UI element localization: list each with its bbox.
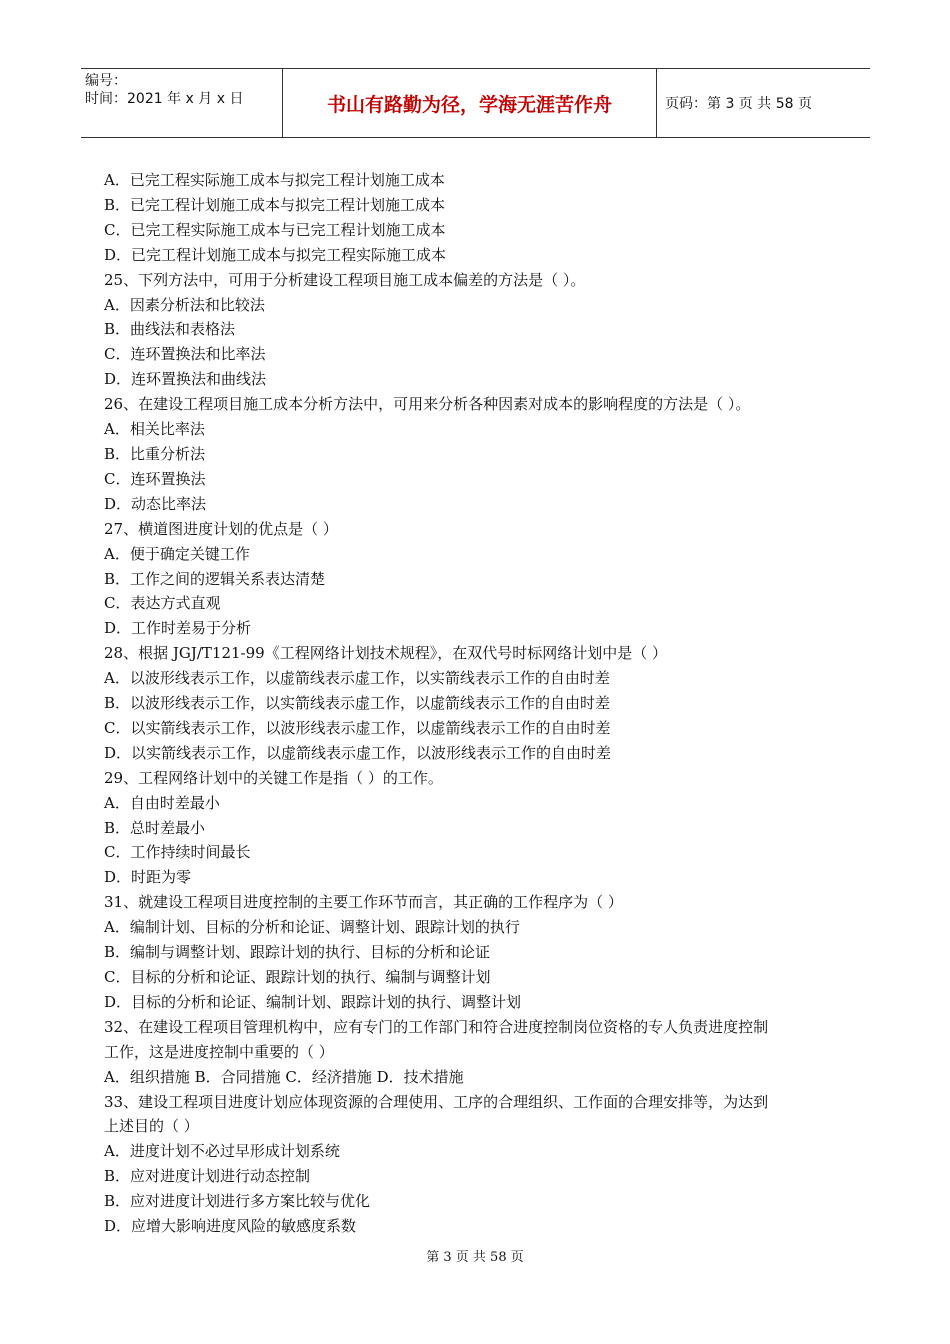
- text-line: D．工作时差易于分析: [104, 619, 252, 638]
- text-line: 32、在建设工程项目管理机构中，应有专门的工作部门和符合进度控制岗位资格的专人负责进度控制: [104, 1017, 769, 1036]
- text-line: D．已完工程计划施工成本与拟完工程实际施工成本: [104, 245, 447, 264]
- text-line: 工作，这是进度控制中重要的（ ）: [104, 1042, 334, 1061]
- text-line: B．应对进度计划进行多方案比较与优化: [104, 1192, 371, 1211]
- document-body: [104, 168, 854, 1239]
- page-footer: 第 3 页 共 58 页: [426, 1250, 524, 1265]
- text-line: A．因素分析法和比较法: [104, 295, 265, 314]
- text-line: D．连环置换法和曲线法: [104, 370, 267, 389]
- text-line: D．时距为零: [104, 868, 192, 887]
- text-line: 31、就建设工程项目进度控制的主要工作环节而言，其正确的工作程序为（ ）: [104, 893, 623, 912]
- text-line: D．以实箭线表示工作，以虚箭线表示虚工作，以波形线表示工作的自由时差: [104, 743, 612, 762]
- text-line: A．便于确定关键工作: [104, 544, 250, 563]
- text-line: A．已完工程实际施工成本与拟完工程计划施工成本: [104, 171, 445, 189]
- text-line: B．已完工程计划施工成本与拟完工程计划施工成本: [104, 195, 446, 214]
- text-line: 28、根据 JGJ/T121-99《工程网络计划技术规程》，在双代号时标网络计划中是（ ）: [104, 644, 667, 663]
- text-line: B．工作之间的逻辑关系表达清楚: [104, 569, 326, 588]
- text-line: 33、建设工程项目进度计划应体现资源的合理使用、工序的合理组织、工作面的合理安排等，为达到: [104, 1092, 769, 1111]
- text-line: B．总时差最小: [104, 818, 206, 837]
- text-line: A．编制计划、目标的分析和论证、调整计划、跟踪计划的执行: [104, 918, 520, 937]
- text-line: A．相关比率法: [104, 420, 205, 439]
- text-line: C．已完工程实际施工成本与已完工程计划施工成本: [104, 220, 446, 239]
- header-meta: [81, 69, 283, 137]
- text-line: A．组织措施 B．合同措施 C．经济措施 D．技术措施: [104, 1067, 464, 1086]
- text-line: C．目标的分析和论证、跟踪计划的执行、编制与调整计划: [104, 968, 491, 986]
- text-line: C．表达方式直观: [104, 594, 221, 613]
- text-line: B．以波形线表示工作，以实箭线表示虚工作，以虚箭线表示工作的自由时差: [104, 694, 611, 713]
- text-line: D．动态比率法: [104, 494, 207, 513]
- text-line: C．连环置换法: [104, 469, 206, 488]
- text-line: 上述目的（ ）: [104, 1117, 199, 1136]
- text-line: A．进度计划不必过早形成计划系统: [104, 1142, 340, 1161]
- text-line: C．以实箭线表示工作，以波形线表示虚工作，以虚箭线表示工作的自由时差: [104, 718, 611, 737]
- header-motto: 书山有路勤为径，学海无涯苦作舟: [283, 69, 657, 137]
- text-line: C．工作持续时间最长: [104, 843, 251, 862]
- page-header: [81, 68, 870, 138]
- text-line: B．比重分析法: [104, 444, 206, 463]
- text-line: B．应对进度计划进行动态控制: [104, 1167, 311, 1186]
- header-page-info: 页码：第 3 页 共 58 页: [665, 96, 812, 112]
- number-label: 编号：: [85, 73, 127, 89]
- text-line: D．应增大影响进度风险的敏感度系数: [104, 1217, 357, 1236]
- text-line: A．以波形线表示工作，以虚箭线表示虚工作，以实箭线表示工作的自由时差: [104, 669, 610, 688]
- text-line: 26、在建设工程项目施工成本分析方法中，可用来分析各种因素对成本的影响程度的方法是（ ）。: [104, 395, 751, 414]
- text-line: 25、下列方法中，可用于分析建设工程项目施工成本偏差的方法是（ ）。: [104, 270, 586, 289]
- text-line: 29、工程网络计划中的关键工作是指（ ）的工作。: [104, 768, 443, 787]
- text-line: C．连环置换法和比率法: [104, 345, 266, 364]
- text-line: B．曲线法和表格法: [104, 320, 236, 339]
- text-line: D．目标的分析和论证、编制计划、跟踪计划的执行、调整计划: [104, 992, 522, 1011]
- text-line: B．编制与调整计划、跟踪计划的执行、目标的分析和论证: [104, 943, 491, 962]
- text-line: 27、横道图进度计划的优点是（ ）: [104, 519, 338, 538]
- text-line: A．自由时差最小: [104, 793, 220, 812]
- time-label: 时间：2021 年 x 月 x 日: [85, 91, 244, 107]
